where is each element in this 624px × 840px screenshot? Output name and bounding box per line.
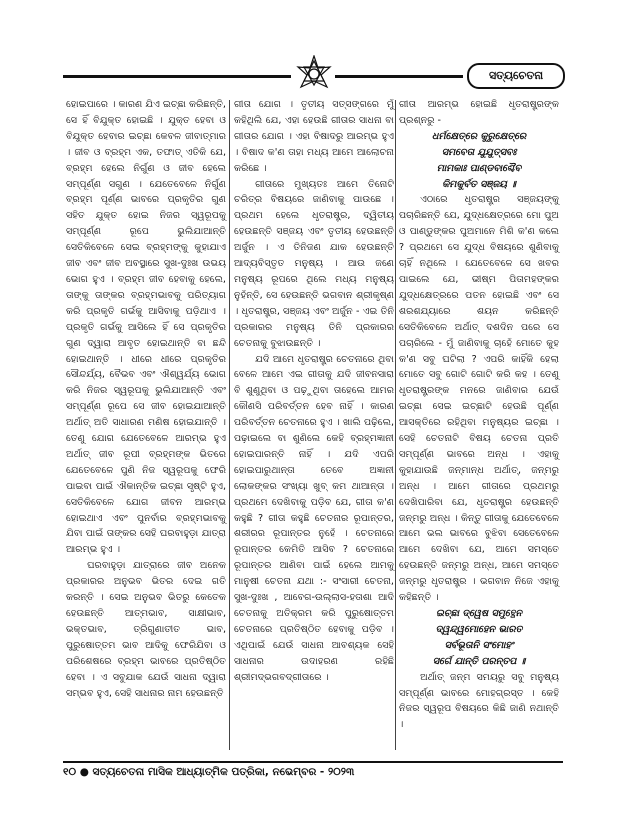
verse-line: ସର୍ବଭୂତାନି ସଂମୋହଂ [444, 639, 514, 651]
paragraph: ଗୀତାରେ ମୁଖ୍ୟତଃ ଆମେ ତିନୋଟି ଚରିତ୍ର ବିଷୟରେ ଜାଣିବାକୁ ପାଉଛେ । ପ୍ରଥମ ହେଲେ ଧୃତରାଷ୍ଟ୍ର, ଦ୍ୱିତୀୟ ହେଉଛନ୍ତି ସଞ୍ଜୟ ଏବଂ ତୃତୀୟ ହେଉଛନ୍ତି ଅର୍ଜୁନ । ଏ ତିନିଜଣ ଯାକ ହେଉଛନ୍ତି ଆଦ୍ୟବିସ୍ତୃତ ମନୁଷ୍ୟ । ଆଉ ଜଣେ ମନୁଷ୍ୟ ରୂପରେ ଥିଲେ ମଧ୍ୟ ମନୁଷ୍ୟ ନୁହଁନ୍ତି, ସେ ହେଉଛନ୍ତି ଭଗବାନ ଶ୍ରୀକୃଷ୍ଣ । ଧୃତରାଷ୍ଟ୍ର, ସଞ୍ଜୟ ଏବଂ ଅର୍ଜୁନ - ଏଇ ତିନି ପ୍ରକାରର ମନୁଷ୍ୟ ତିନି ପ୍ରକାରର ଚେତନାକୁ ବୁଝାଉଛନ୍ତି । [234, 178, 394, 349]
header-rule-left [63, 75, 291, 78]
paragraph: ଯଦି ଆମେ ଧୃତରାଷ୍ଟ୍ର ଚେତନାରେ ଥିବା ବେଳେ ଆମେ ଏଇ ଗୀତାକୁ ଯଦି ଜୀବନସାରା ବି ଶୁଣୁଥିବା ଓ ପଢ଼ୁଥିବା ତାହେଲେ ଆମର କୌଣସି ପରିବର୍ତ୍ତନ ହେବ ନାହିଁ । କାରଣ ପରିବର୍ତ୍ତନ ଚେତନାରେ ହୁଏ । ଖାଲି ପଢ଼ିଲେ, ପଢ଼ାଇଲେ ବା ଶୁଣିଲେ କେହି ବ୍ରହ୍ମଜ୍ଞାନୀ ହୋଇପାରନ୍ତି ନାହିଁ । ଯଦି ଏପରି ହୋଇପାରୁଥାନ୍ତା ତେବେ ଅଜ୍ଞାନୀ ଲୋକଙ୍କର ସଂଖ୍ୟା ଖୁବ୍ କମ ଥାଆନ୍ତା । ପ୍ରଥମେ ଦେଖିବାକୁ ପଡ଼ିବ ଯେ, ଗୀତା କ'ଣ କହୁଛି ? ଗୀତା କହୁଛି ଚେତନାର ରୂପାନ୍ତର, ଶରୀରର ରୂପାନ୍ତର ନୁହେଁ । ଚେତନାରେ ରୂପାନ୍ତର କେମିତି ଆସିବ ? ଚେତନାରେ ରୂପାନ୍ତର ଆଣିବା ପାଇଁ ହେଲେ ଆମକୁ ମାନୁଷୀ ଚେତନା ଯଥା :- ସଂସାରୀ ଚେତନା, ସୁଖ-ଦୁଃଖ , ଆବେଗ-ଉଲ୍ଲାସ-ହତାଶା ଆଦି ଚେତନାକୁ ଅତିକ୍ରମ କରି ପୁରୁଷୋତ୍ତମ ଚେତନାରେ ପ୍ରତିଷ୍ଠିତ ହେବାକୁ ପଡ଼ିବ । ଏଥିପାଇଁ ଯେଉଁ ସାଧନା ଆବଶ୍ୟକ ସେହି ସାଧନାର ଉଦାହରଣ ରହିଛି ଶ୍ରୀମଦ୍‌ଭଗବଦ୍‌ଗୀତାରେ । [234, 353, 394, 683]
page-footer [63, 760, 563, 780]
verse-line: ସର୍ଗେ ଯାନ୍ତି ପରନ୍ତପ ॥ [432, 655, 526, 667]
star-emblem-icon [295, 55, 333, 93]
column-divider [229, 100, 230, 750]
verse-line: ମାମକାଃ ପାଣ୍ଡବାଶ୍ଚୈବ [436, 162, 522, 174]
verse-line: ସମବେତା ଯୁଯୁତ୍ସବଃ [441, 146, 517, 158]
paragraph: ଘରବାହୁଡ଼ା ଯାତ୍ରାରେ ଜୀବ ଅନେକ ପ୍ରକାରର ଅନୁଭବ ଭିତର ଦେଇ ଗତି କରନ୍ତି । ସେଇ ଅନୁଭବ ଭିତରୁ କେତେକ ହେଉଛନ୍ତି ଆତ୍ମଭାବ, ସାକ୍ଷୀଭାବ, ଭକ୍ତଭାବ, ତ୍ରିଗୁଣାତୀତ ଭାବ, ପୁରୁଷୋତ୍ତମ ଭାବ ଆଦିକୁ ଫେରିଯିବା ଓ ପରିଶେଷରେ ବ୍ରହ୍ମ ଭାବରେ ପ୍ରତିଷ୍ଠିତ ହେବା । ଏ ସବୁଯାକ ଯେଉଁ ସାଧନା ଦ୍ୱାରା ସମ୍ଭବ ହୁଏ, ସେହି ସାଧନାର ନାମ ହେଉଛନ୍ତି [66, 560, 226, 699]
page-header [63, 55, 563, 95]
paragraph: ଏଠାରେ ଧୃତରାଷ୍ଟ୍ର ସଞ୍ଜୟଙ୍କୁ ପଚାରିଛନ୍ତି ଯେ, ଯୁଦ୍ଧକ୍ଷେତ୍ରରେ ମୋ ପୁଅ ଓ ପାଣ୍ଡୁଙ୍କର ପୁଅମାନେ ମିଶି କ'ଣ କଲେ ? ପ୍ରଥମେ ସେ ଯୁଦ୍ଧ ବିଷୟରେ ଶୁଣିବାକୁ ଚାହିଁ ନଥିଲେ । ଯେତେବେଳେ ସେ ଖବର ପାଇଲେ ଯେ, ଭୀଷ୍ମ ପିତାମହଙ୍କର ଯୁଦ୍ଧକ୍ଷେତ୍ରରେ ପତନ ହୋଇଛି ଏବଂ ସେ ଶରଶଯ୍ୟାରେ ଶୟନ କରିଛନ୍ତି ସେତିକିବେଳେ ଅର୍ଥାତ୍ ଦଶଦିନ ପରେ ସେ ପଚାରିଲେ - ମୁଁ ଜାଣିବାକୁ ଚାହେଁ ମୋତେ କୁହ କ'ଣ ସବୁ ଘଟିଲା ? ଏପରି କାହିଁକି ହେଲା ମୋତେ ସବୁ ଗୋଟି ଗୋଟି କରି କହ । ତେଣୁ ଧୃତରାଷ୍ଟ୍ରଙ୍କ ମନରେ ଜାଣିବାର ଯେଉଁ ଇଚ୍ଛା ସେଇ ଇଚ୍ଛାଟି ହେଉଛି ପୂର୍ଣ୍ଣ ଆସକ୍ତିରେ ରହିଥିବା ମନୁଷ୍ୟର ଇଚ୍ଛା । ସେହି ଚେତନାଟି ବିଷୟ ଚେତନା ପ୍ରତି ସମ୍ପୂର୍ଣ୍ଣ ଭାବରେ ଅନ୍ଧ । ଏହାକୁ କୁହାଯାଉଛି ଜନ୍ମାନ୍ଧ ଅର୍ଥାତ୍, ଜନ୍ମରୁ ଅନ୍ଧ । ଆମେ ଗୀତାରେ ପ୍ରଥମରୁ ଦେଖିପାରିବା ଯେ, ଧୃତରାଷ୍ଟ୍ର ହେଉଛନ୍ତି ଜନ୍ମରୁ ଅନ୍ଧ । କିନ୍ତୁ ଗୀତାକୁ ଯେତେବେଳେ ଆମେ ଭଲ ଭାବରେ ବୁଝିବା ସେତେବେଳେ ଆମେ ଦେଖିବା ଯେ, ଆମେ ସମସ୍ତେ ହେଉଛନ୍ତି ଜନ୍ମରୁ ଅନ୍ଧ, ଆମେ ସମସ୍ତେ ଜନ୍ମରୁ ଧୃତରାଷ୍ଟ୍ର । ଭଗବାନ ନିଜେ ଏହାକୁ କହିଛନ୍ତି । [399, 194, 559, 604]
verse-line: ଇଚ୍ଛା ଦ୍ୱେଷ ସମୁତ୍ଥେନ [435, 608, 523, 619]
text-column-3 [399, 97, 559, 733]
footer-rule [63, 761, 563, 763]
paragraph: ଗୀତା ଆରମ୍ଭ ହୋଇଛି ଧୃତରାଷ୍ଟ୍ରଙ୍କ ପ୍ରଶ୍ନରୁ - [399, 99, 559, 126]
text-column-1 [66, 97, 226, 701]
paragraph: ଅର୍ଥାତ୍ ଜନ୍ମ ସମୟରୁ ସବୁ ମନୁଷ୍ୟ ସମ୍ପୂର୍ଣ୍ଣ ଭାବରେ ମୋହଗ୍ରସ୍ତ । କେହି ନିଜର ସ୍ୱରୂପ ବିଷୟରେ କିଛି ଜାଣି ନଥାନ୍ତି । [399, 671, 559, 731]
magazine-title: ସତ୍ୟଚେତନା [467, 63, 565, 89]
verse-line: କିମକୁର୍ବତ ସଞ୍ଜୟ ॥ [442, 178, 516, 190]
verse-line: ଧର୍ମକ୍ଷେତ୍ରେ କୁରୁକ୍ଷେତ୍ରେ [431, 130, 527, 142]
paragraph: ଗୀତା ଯୋଗ । ତୃତୀୟ ସତ୍‌ସଙ୍ଗରେ ମୁଁ କହିଥିଲି ଯେ, ଏହା ହେଉଛି ଗୀତାର ସାଧନା ବା ଗୀତାର ଯୋଗ । ଏହା ବିଷାଦରୁ ଆରମ୍ଭ ହୁଏ । ବିଷାଦ କ'ଣ ତାହା ମଧ୍ୟ ଆମେ ଆଲୋଚନା କରିଛେ । [234, 99, 394, 174]
footer-page-info: ୧୦ ● ସତ୍ୟଚେତନା ମାସିକ ଆଧ୍ୟାତ୍ମିକ ପତ୍ରିକା, ନଭେମ୍ବର - ୨୦୨୩ [63, 766, 355, 778]
text-column-2 [234, 97, 394, 686]
verse-line: ଦ୍ୱନ୍ଦ୍ୱମୋହେନ ଭାରତ [435, 623, 523, 635]
paragraph: ହୋଇପାରେ । କାରଣ ଯିଏ ଇଚ୍ଛା କରିଛନ୍ତି, ସେ ହିଁ ବିଯୁକ୍ତ ହୋଇଛି । ଯୁକ୍ତ ହେବା ଓ ବିଯୁକ୍ତ ହେବାର ଇଚ୍ଛା କେବଳ ଜୀବାତ୍ମାର । ଜୀବ ଓ ବ୍ରହ୍ମ ଏକ, ତଫାତ୍ ଏତିକି ଯେ, ବ୍ରହ୍ମ ହେଲେ ନିର୍ଗୁଣ ଓ ଜୀବ ହେଲେ ସମ୍ପୂର୍ଣ୍ଣ ସଗୁଣ । ଯେତେବେଳେ ନିର୍ଗୁଣ ବ୍ରହ୍ମ ପୂର୍ଣ୍ଣ ଭାବରେ ପ୍ରକୃତିର ଗୁଣ ସହିତ ଯୁକ୍ତ ହୋଇ ନିଜର ସ୍ୱରୂପକୁ ସମ୍ପୂର୍ଣ୍ଣ ରୂପେ ଭୁଲିଯାଆନ୍ତି ସେତିକିବେଳେ ସେଇ ବ୍ରହ୍ମଙ୍କୁ କୁହାଯାଏ ଜୀବ ଏବଂ ଜୀବ ଅବସ୍ଥାରେ ସୁଖ-ଦୁଃଖ ଉଭୟ ଭୋଗ ହୁଏ । ବ୍ରହ୍ମ ଜୀବ ହେବାକୁ ହେଲେ, ତାଙ୍କୁ ତାଙ୍କର ବ୍ରହ୍ମଭାବକୁ ପରିତ୍ୟାଗ କରି ପ୍ରକୃତି ଗର୍ଭକୁ ଆସିବାକୁ ପଡ଼ିଥାଏ । ପ୍ରକୃତି ଗର୍ଭକୁ ଆସିଲେ ହିଁ ସେ ପ୍ରକୃତିର ଗୁଣ ଦ୍ୱାରା ଆବୃତ ହୋଇଥାନ୍ତି ବା ଛନ୍ଦି ହୋଇଥାନ୍ତି । ଧୀରେ ଧୀରେ ପ୍ରକୃତିର ସୌନ୍ଦର୍ଯ୍ୟ, ବୈଭବ ଏବଂ ଐଶ୍ୱର୍ଯ୍ୟ ଭୋଗ କରି ନିଜର ସ୍ୱରୂପକୁ ଭୁଲିଯାଆନ୍ତି ଏବଂ ସମ୍ପୂର୍ଣ୍ଣ ରୂପେ ସେ ଜୀବ ହୋଇଯାଆନ୍ତି ଅର୍ଥାତ୍ ଅତି ସାଧାରଣ ମଣିଷ ହୋଇଯାନ୍ତି । ତେଣୁ ଯୋଗ ଯେତେବେଳେ ଆରମ୍ଭ ହୁଏ ଅର୍ଥାତ୍ ଜୀବ ରୂପୀ ବ୍ରହ୍ମଙ୍କ ଭିତରେ ଯେତେବେଳେ ପୁଣି ନିଜ ସ୍ୱରୂପକୁ ଫେରି ପାଇବା ପାଇଁ ଐକାନ୍ତିକ ଇଚ୍ଛା ସୃଷ୍ଟି ହୁଏ, ସେତିକିବେଳେ ଯୋଗ ଜୀବନ ଆରମ୍ଭ ହୋଇଥାଏ ଏବଂ ପୁନର୍ବାର ବ୍ରହ୍ମଭାବକୁ ଯିବା ପାଇଁ ତାଙ୍କର ସେହି ଘରବାହୁଡ଼ା ଯାତ୍ରା ଆରମ୍ଭ ହୁଏ । [66, 99, 226, 556]
column-divider [395, 100, 396, 750]
header-rule-right [335, 75, 463, 78]
